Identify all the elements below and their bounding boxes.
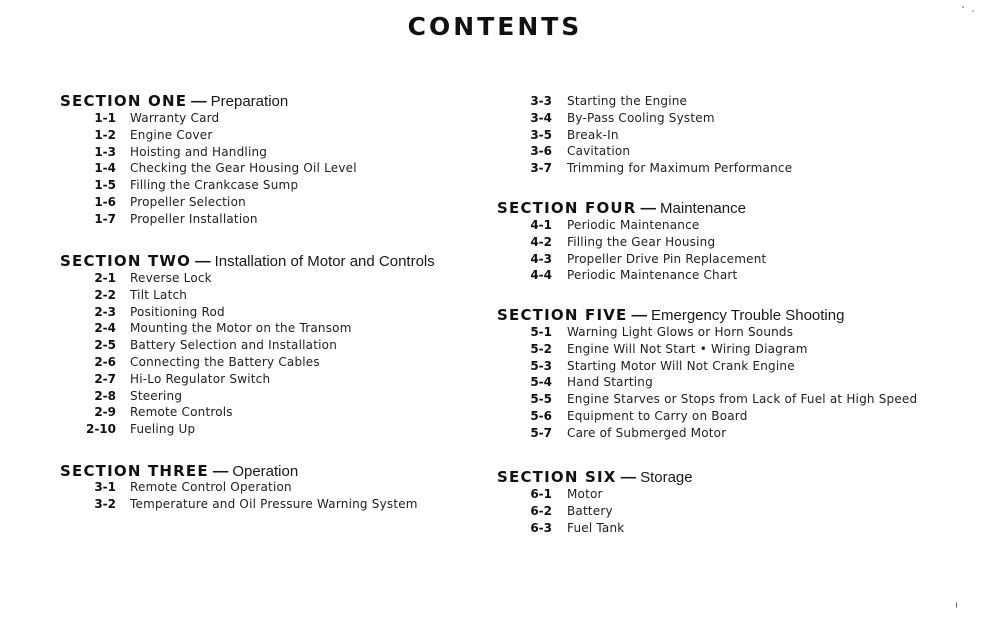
section-title: Operation: [232, 463, 299, 480]
toc-entry-number: 6-1: [530, 487, 552, 501]
toc-entry-number: 5-5: [530, 392, 552, 407]
toc-entry-title: Steering: [130, 388, 183, 403]
toc-entry-title: Hoisting and Handling: [130, 144, 268, 159]
toc-entry-number: 3-7: [530, 161, 552, 176]
toc-entry-title: Engine Cover: [130, 127, 213, 142]
toc-entry-number: 5-7: [530, 425, 552, 440]
toc-entry-number: 5-2: [530, 341, 552, 356]
toc-entry-title: Warranty Card: [130, 111, 220, 125]
toc-entry-number: 1-1: [94, 111, 116, 125]
section-title: Emergency Trouble Shooting: [650, 307, 845, 324]
toc-entry-number: 1-3: [94, 144, 116, 159]
toc-entry-number: 2-9: [94, 405, 116, 420]
toc-entry-number: 3-6: [530, 144, 552, 159]
section-heading: [497, 199, 746, 218]
toc-entry-number: 5-3: [530, 358, 552, 373]
toc-entry-title: Starting Motor Will Not Crank Engine: [567, 358, 795, 373]
toc-entry-title: Battery Selection and Installation: [130, 338, 337, 353]
toc-entry-number: 2-3: [94, 304, 116, 319]
toc-entry-number: 2-7: [94, 371, 116, 386]
toc-entry-title: Remote Controls: [130, 405, 233, 420]
toc-entry-title: Care of Submerged Motor: [567, 425, 727, 440]
toc-entry-number: 1-4: [94, 161, 116, 176]
toc-entry-number: 4-1: [530, 218, 552, 232]
toc-entry-title: Temperature and Oil Pressure Warning System: [130, 496, 418, 511]
toc-entry-title: Hand Starting: [567, 375, 653, 390]
toc-entry-title: Positioning Rod: [130, 304, 225, 319]
toc-entry-number: 2-6: [94, 355, 116, 369]
section-label: SECTION THREE: [60, 462, 209, 480]
section-dash: —: [631, 307, 647, 324]
toc-entry-number: 2-2: [94, 287, 116, 302]
section-label: SECTION FIVE: [497, 306, 628, 324]
toc-entry-title: Hi-Lo Regulator Switch: [130, 371, 271, 386]
toc-entry-number: 5-1: [530, 325, 552, 339]
toc-entry-title: Equipment to Carry on Board: [567, 409, 748, 423]
section-label: SECTION SIX: [497, 468, 617, 486]
toc-entry-title: Mounting the Motor on the Transom: [130, 321, 352, 336]
toc-entry-title: Cavitation: [567, 144, 631, 159]
toc-entry-number: 1-7: [94, 211, 116, 226]
toc-entry-title: Filling the Gear Housing: [567, 234, 716, 249]
toc-entry-title: Motor: [567, 487, 603, 501]
toc-entry-title: Periodic Maintenance: [567, 218, 700, 232]
toc-entry-number: 2-8: [94, 388, 116, 403]
section-dash: —: [640, 200, 657, 217]
toc-entry-number: 4-3: [530, 251, 552, 266]
toc-entry-title: Propeller Drive Pin Replacement: [567, 251, 767, 266]
section-dash: —: [620, 469, 637, 486]
scan-speck: [956, 602, 957, 608]
toc-entry-number: 6-3: [530, 520, 552, 535]
section-title: Storage: [640, 469, 693, 486]
toc-entry-title: Propeller Installation: [130, 211, 258, 226]
section-heading: [497, 306, 844, 325]
toc-entry-title: Connecting the Battery Cables: [130, 355, 320, 369]
toc-entry-number: 3-4: [530, 110, 552, 125]
toc-entry-number: 1-5: [94, 178, 116, 193]
section-label: SECTION FOUR: [497, 199, 637, 217]
toc-entry-number: 3-1: [94, 480, 116, 494]
toc-entry-title: Battery: [567, 503, 613, 518]
toc-entry-title: Reverse Lock: [130, 271, 212, 285]
toc-entry-number: 2-10: [85, 422, 116, 437]
toc-entry-number: 5-6: [530, 409, 552, 423]
toc-entry-title: Fueling Up: [130, 422, 196, 437]
toc-entry-number: 3-3: [530, 94, 552, 108]
toc-entry-number: 4-4: [530, 268, 552, 283]
section-label: SECTION ONE: [60, 92, 188, 110]
toc-entry-number: 2-1: [94, 271, 116, 285]
toc-entry-number: 1-6: [94, 195, 116, 209]
section-heading: [497, 468, 693, 487]
toc-entry-number: 4-2: [530, 234, 552, 249]
section-heading: [60, 252, 435, 271]
section-title: Installation of Motor and Controls: [214, 253, 435, 270]
toc-entry-number: 5-4: [530, 375, 552, 390]
toc-entry-title: Trimming for Maximum Performance: [567, 161, 793, 176]
toc-entry-title: Periodic Maintenance Chart: [567, 268, 738, 283]
scan-speck: [972, 10, 974, 12]
toc-entry-number: 3-5: [530, 127, 552, 142]
section-dash: —: [191, 93, 207, 110]
toc-entry-title: Fuel Tank: [567, 520, 625, 535]
toc-entry-title: Engine Starves or Stops from Lack of Fuel at High Speed: [567, 392, 918, 407]
section-title: Preparation: [210, 93, 289, 110]
section-heading: [60, 92, 288, 111]
section-dash: —: [195, 253, 211, 270]
toc-entry-title: Remote Control Operation: [130, 480, 292, 494]
toc-entry-number: 6-2: [530, 503, 552, 518]
toc-entry-number: 3-2: [94, 496, 116, 511]
toc-entry-title: By-Pass Cooling System: [567, 110, 715, 125]
toc-entry-number: 1-2: [94, 127, 116, 142]
toc-entry-title: Break-In: [567, 127, 619, 142]
page-title: CONTENTS: [407, 12, 583, 41]
scan-speck: [962, 6, 964, 8]
section-title: Maintenance: [660, 200, 746, 217]
toc-entry-title: Propeller Selection: [130, 195, 246, 209]
toc-entry-title: Filling the Crankcase Sump: [130, 178, 299, 193]
toc-entry-title: Checking the Gear Housing Oil Level: [130, 161, 357, 176]
section-label: SECTION TWO: [60, 252, 192, 270]
toc-entry-number: 2-4: [94, 321, 116, 336]
toc-entry-title: Starting the Engine: [567, 94, 688, 108]
section-dash: —: [212, 463, 229, 480]
toc-entry-title: Warning Light Glows or Horn Sounds: [567, 325, 794, 339]
toc-entry-title: Engine Will Not Start • Wiring Diagram: [567, 341, 808, 356]
toc-entry-number: 2-5: [94, 338, 116, 353]
toc-entry-title: Tilt Latch: [130, 287, 188, 302]
